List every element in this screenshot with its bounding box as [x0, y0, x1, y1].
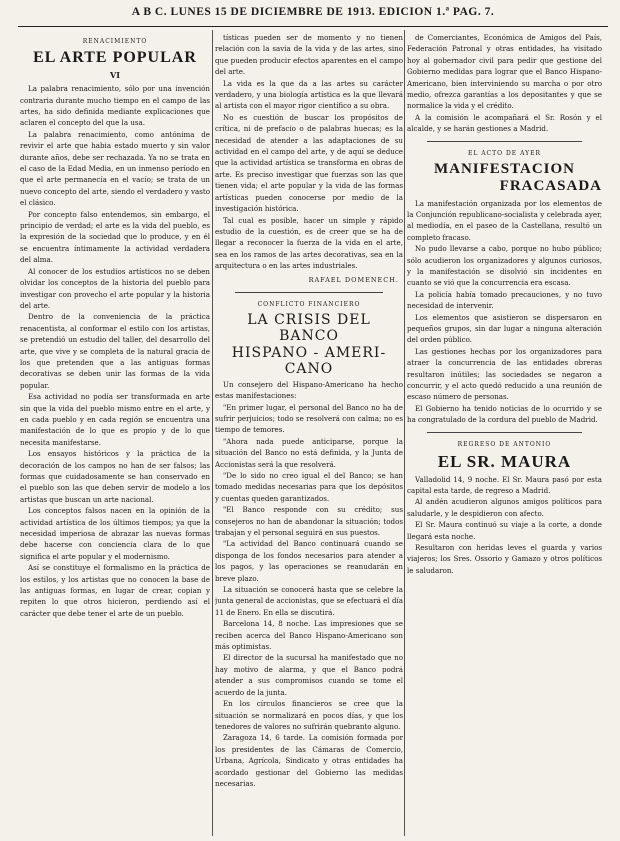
- paragraph: "La actividad del Banco continuará cuando se disponga de los fondos necesarios para atender a los pagos, y las operaciones se reanudarán en breve plazo.: [215, 539, 403, 583]
- title-line: MANIFESTACION: [433, 161, 576, 178]
- column-2: [215, 32, 403, 832]
- title-line: HISPANO - AMERI-: [231, 344, 387, 361]
- paragraph: No es cuestión de buscar los propósitos de crítica, ni de prefacio o de palabras huecas; es la necesidad de atender a las adaptaciones de su actividad en el campo del arte, y de aquí se deduce que la actividad artística se transforma en obras de arte. Es preciso investigar que fuerzas son las que tienen vida; el arte popular y la vida de las formas artísticas pueden conocerse por medio de la investigación histórica.: [215, 112, 403, 214]
- paragraph: Al conocer de los estudios artísticos no se deben olvidar los conceptos de la historia del pueblo para investigar con provecho el arte popular y la historia del arte.: [20, 266, 210, 310]
- divider: [427, 141, 582, 142]
- page-header: [18, 6, 608, 27]
- paragraph: El Gobierno ha tenido noticias de lo ocurrido y se ha congratulado de la cordura del pueblo de Madrid.: [407, 403, 602, 425]
- paragraph: En los círculos financieros se cree que la situación se normalizará en pocos días, y que los tenedores de valores no sufrirán quebranto alguno.: [215, 699, 403, 731]
- paragraph: Zaragoza 14, 6 tarde. La comisión formada por los presidentes de las Cámaras de Comercio, Urbana, Agrícola, Sindicato y otras entidades ha acordado gestionar del Gobierno las medidas necesarias.: [215, 733, 403, 788]
- paragraph: Al andén acudieron algunos amigos políticos para saludarle, y le despidieron con afecto.: [407, 497, 602, 518]
- paragraph: Un consejero del Hispano-Americano ha hecho estas manifestaciones:: [215, 379, 403, 401]
- paragraph: El Sr. Maura continuó su viaje a la corte, a donde llegará esta noche.: [407, 520, 602, 541]
- column-rule: [212, 30, 213, 836]
- paragraph: de Comerciantes, Económica de Amigos del País, Federación Patronal y otras entidades, ha visitado hoy al gobernador civil para pedir que gestione del Gobierno medidas para lograr que el Banco Hispano-Americano, bien interviniendo su marcha o por otro medio, ofrezca garantías a los depositantes y que se normalice la vida y el crédito.: [407, 33, 602, 111]
- paragraph: Los ensayos históricos y la práctica de la decoración de los campos no han de ser falsos; las formas que cuidadosamente se han conservado en el pueblo son las que deben servir de modelo a los artistas que buscan un arte nacional.: [20, 449, 210, 504]
- paragraph: No pudo llevarse a cabo, porque no hubo público; sólo acudieron los organizadores y algunos curiosos, y la manifestación se disolvió sin incidentes en cuanto se vió que la concurrencia era escasa.: [407, 244, 602, 288]
- paragraph: Resultaron con heridas leves el guarda y varios viajeros; los Sres. Ossorio y Gamazo y otros políticos le saludaron.: [407, 543, 602, 575]
- paragraph: Los conceptos falsos nacen en la opinión de la actividad artística de los últimos tiempos; ya que la necesidad imperiosa de abrazar las nuevas formas debe hacerse con conciencia clara de lo que significa el arte popular y el modernismo.: [20, 506, 210, 561]
- title-line: CANO: [284, 360, 334, 377]
- article-title: EL SR. MAURA: [437, 452, 572, 472]
- article-kicker: RENACIMIENTO: [82, 38, 148, 45]
- article-title: [407, 161, 602, 196]
- paragraph: Así se constituye el formalismo en la práctica de los estilos, y los artistas que no conocen la base de las antiguas formas, en lugar de crear, copian y repiten lo que otros hicieron, perdiendo así el carácter que debe tener el arte de un pueblo.: [20, 563, 210, 618]
- paragraph: La policía había tomado precauciones, y no tuvo necesidad de intervenir.: [407, 289, 602, 311]
- paragraph: Los elementos que asistieron se dispersaron en pequeños grupos, sin dar lugar a ninguna alteración del orden público.: [407, 312, 602, 345]
- article-kicker: EL ACTO DE AYER: [467, 149, 542, 157]
- article-title: EL ARTE POPULAR: [33, 49, 197, 67]
- paragraph: La vida es la que da a las artes su carácter verdadero, y una biología artística es la que llevará al artista con el mayor rigor científico a su obra.: [215, 78, 403, 111]
- article-title: [215, 312, 403, 376]
- article-kicker: REGRESO DE ANTONIO: [457, 440, 552, 448]
- paragraph: Por concepto falso entendemos, sin embargo, el principio de verdad; el arte es la vida del pueblo, es la expresión de la sociedad que lo produce, y en él se encuentra íntimamente la actividad verdadera del alma.: [20, 209, 210, 265]
- paragraph: La palabra renacimiento, sólo por una invención contraria durante mucho tiempo en el campo de las artes, ha sido definida mediante explicaciones que aclaren el concepto del que la usa.: [20, 84, 210, 128]
- paragraph: La palabra renacimiento, como antónima de revivir el arte que habia estado muerto y sin valor durante años, debe ser rechazada. Ya no se trata en el caso de la Edad Media, en un inmenso período en que el arte permanecía en el vacío; se trata de un nuevo concepto del arte, siendo el verdadero y vasto el clásico.: [20, 129, 210, 208]
- paragraph: Barcelona 14, 8 noche. Las impresiones que se reciben acerca del Banco Hispano-Americano son más optimistas.: [215, 619, 403, 652]
- paragraph: "De lo sido no creo igual el del Banco; se han tomado medidas necesarias para que los depósitos y cuentas queden garantizados.: [215, 470, 403, 503]
- article-signature: RAFAEL DOMENECH.: [308, 275, 399, 284]
- paragraph: "En primer lugar, el personal del Banco no ha de sufrir perjuicios; todo se resolverá con calma; no es tiempo de temores.: [215, 402, 403, 435]
- article-numeral: VI: [110, 69, 120, 80]
- paragraph: El director de la sucursal ha manifestado que no hay motivo de alarma, y que el Banco podrá atender a sus compromisos cuando se tome el acuerdo de la junta.: [215, 653, 403, 697]
- column-1: [20, 32, 210, 832]
- title-line: LA CRISIS DEL BANCO: [247, 312, 371, 345]
- divider: [235, 292, 383, 293]
- column-rule: [404, 30, 405, 836]
- column-3: [407, 32, 602, 832]
- paragraph: La situación se conocerá hasta que se celebre la junta general de accionistas, que se efectuará el día 11 de Enero. En ella se discutirá.: [215, 585, 403, 617]
- paragraph: Dentro de la conveniencia de la práctica renacentista, al conformar el estilo con los artistas, se pretendió un estudio del taller, del desarrollo del arte, que vive y se completa de la natural gracia de los que pretenden que a las antiguas formas decorativas se deben unir las formas de la vida popular.: [20, 312, 210, 390]
- paragraph: La manifestación organizada por los elementos de la Conjunción republicano-socialista y celebrada ayer, al mediodía, en el paseo de la Castellana, resultó un completo fracaso.: [407, 198, 602, 242]
- paragraph: A la comisión le acompañará el Sr. Rosón y el alcalde, y se harán gestiones a Madrid.: [407, 112, 602, 134]
- paragraph: tísticas pueden ser de momento y no tienen relación con la savia de la vida y de las artes, sino que pueden producir efectos aparentes en el campo del arte.: [215, 33, 403, 77]
- paragraph: Valladolid 14, 9 noche. El Sr. Maura pasó por esta capital esta tarde, de regreso a Madrid.: [407, 474, 602, 496]
- paragraph: "El Banco responde con su crédito; sus consejeros no han de abandonar la situación; todos trabajan y el personal seguirá en sus puestos.: [215, 505, 403, 537]
- paragraph: Las gestiones hechas por los organizadores para atraer la concurrencia de las entidades obreras resultaron inútiles; las sociedades se negaron a concurrir, y el acto quedó reducido a una reunión de escaso número de personas.: [407, 346, 602, 402]
- header-line: A B C. LUNES 15 DE DICIEMBRE DE 1913. EDICION 1.ª PAG. 7.: [131, 6, 495, 18]
- divider: [427, 432, 582, 433]
- title-line: FRACASADA: [499, 178, 602, 195]
- article-kicker: CONFLICTO FINANCIERO: [257, 300, 361, 308]
- paragraph: Tal cual es posible, hacer un simple y rápido estudio de la cuestión, es de creer que se ha de llegar a reconocer la fuerza de la vida en el arte, sea en los ramos de las artes decorativas, sea en la arquitectura o en las artes industriales.: [215, 215, 403, 271]
- paragraph: Esa actividad no podía ser transformada en arte sin que la vida del pueblo mismo entre en el arte, y en cada pueblo y en cada región se encuentra una manifestación de lo que es propio y de lo que necesita manifestarse.: [20, 392, 210, 447]
- paragraph: "Ahora nada puede anticiparse, porque la situación del Banco no está definida, y la Junta de Accionistas será la que resolverá.: [215, 436, 403, 469]
